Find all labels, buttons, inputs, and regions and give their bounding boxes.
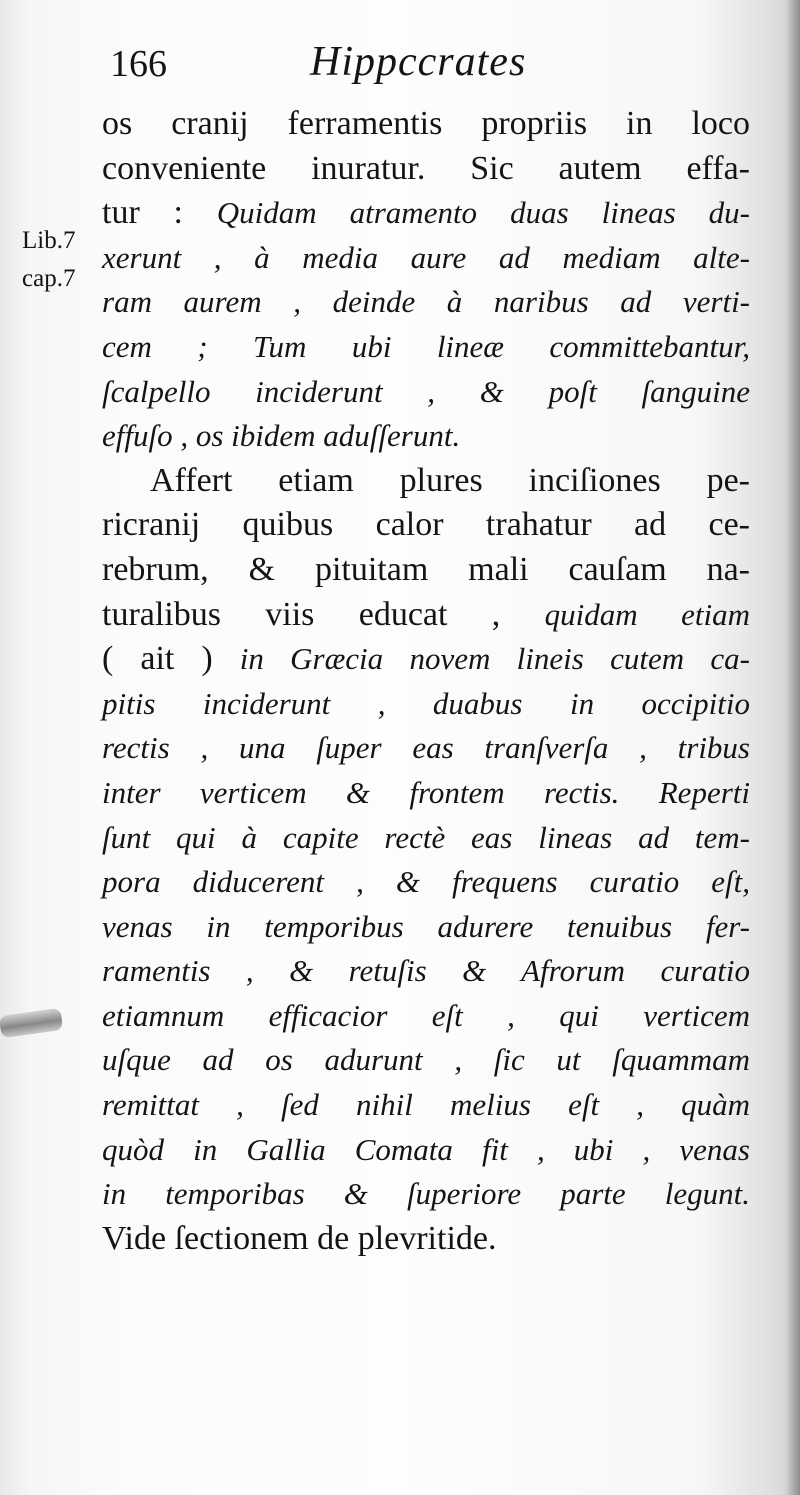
text-italic: ſcalpello inciderunt , & poſt ſanguine xyxy=(102,373,750,409)
text-italic: quidam etiam xyxy=(544,596,751,632)
text-line xyxy=(102,905,750,950)
text-line xyxy=(102,1038,750,1083)
text-line xyxy=(102,816,750,861)
text-line xyxy=(102,414,750,459)
text-line xyxy=(102,503,750,548)
text-roman: conveniente inuratur. Sic autem effa- xyxy=(102,149,750,187)
text-italic: inter verticem & frontem rectis. Reperti xyxy=(102,774,750,810)
text-line xyxy=(102,1128,750,1173)
text-roman: Affert etiam plures inciſiones pe- xyxy=(150,461,750,499)
text-italic: pitis inciderunt , duabus in occipitio xyxy=(102,685,750,721)
text-roman: ( ait ) xyxy=(102,640,240,678)
text-italic: pora diducerent , & frequens curatio eſt, xyxy=(102,864,750,900)
text-line xyxy=(102,1217,750,1262)
text-line xyxy=(102,771,750,816)
text-line xyxy=(102,459,750,504)
text-line xyxy=(102,1172,750,1217)
text-line xyxy=(102,102,750,147)
text-roman: os cranij ferramentis propriis in loco xyxy=(102,105,750,142)
text-line xyxy=(102,548,750,593)
text-line xyxy=(102,370,750,415)
page-header xyxy=(110,38,670,96)
text-italic: in temporibas & ſuperiore parte legunt. xyxy=(102,1176,750,1212)
text-line xyxy=(102,236,750,281)
binding-mark xyxy=(0,1008,63,1038)
text-italic: quòd in Gallia Comata fit , ubi , venas xyxy=(102,1131,750,1167)
text-italic: Quidam atramento duas lineas du- xyxy=(216,195,751,231)
text-line xyxy=(102,147,750,192)
page-number: 166 xyxy=(110,43,167,85)
text-italic: xerunt , à media aure ad mediam alte- xyxy=(102,239,750,275)
text-italic: ram aurem , deinde à naribus ad verti- xyxy=(102,284,750,320)
text-line xyxy=(102,191,750,236)
text-line xyxy=(102,325,750,370)
text-line xyxy=(102,280,750,325)
text-italic: cem ; Tum ubi lineæ committebantur, xyxy=(102,328,750,364)
text-italic: venas in temporibus adurere tenuibus fer- xyxy=(102,908,750,944)
text-italic: uſque ad os adurunt , ſic ut ſquammam xyxy=(102,1042,750,1078)
text-roman: Vide ſectionem de plevritide. xyxy=(102,1219,497,1257)
text-roman: rebrum, & pituitam mali cauſam na- xyxy=(102,550,750,588)
text-roman: tur : xyxy=(102,194,217,232)
text-roman: ricranij quibus calor trahatur ad ce- xyxy=(102,506,750,544)
text-line xyxy=(102,1083,750,1128)
text-italic: in Græcia novem lineis cutem ca- xyxy=(239,641,751,677)
text-italic: etiamnum efficacior eſt , qui verticem xyxy=(102,997,750,1033)
text-italic: rectis , una ſuper eas tranſverſa , tribus xyxy=(102,730,750,766)
margin-note xyxy=(22,222,75,298)
text-line xyxy=(102,637,750,682)
text-line xyxy=(102,860,750,905)
text-line xyxy=(102,994,750,1039)
text-italic: ramentis , & retuſis & Afrorum curatio xyxy=(102,953,750,989)
text-line xyxy=(102,949,750,994)
text-roman: turalibus viis educat , xyxy=(102,595,545,633)
body-text xyxy=(102,102,750,1261)
running-title: Hippccrates xyxy=(310,39,527,85)
text-line xyxy=(102,682,750,727)
text-line xyxy=(102,726,750,771)
text-line xyxy=(102,593,750,638)
text-italic: remittat , ſed nihil melius eſt , quàm xyxy=(102,1087,750,1123)
text-italic: effuſo , os ibidem aduſſerunt. xyxy=(102,418,461,454)
text-italic: ſunt qui à capite rectè eas lineas ad tem- xyxy=(102,819,750,855)
margin-note-book: Lib.7 xyxy=(22,227,76,254)
margin-note-chapter: cap.7 xyxy=(22,265,76,292)
